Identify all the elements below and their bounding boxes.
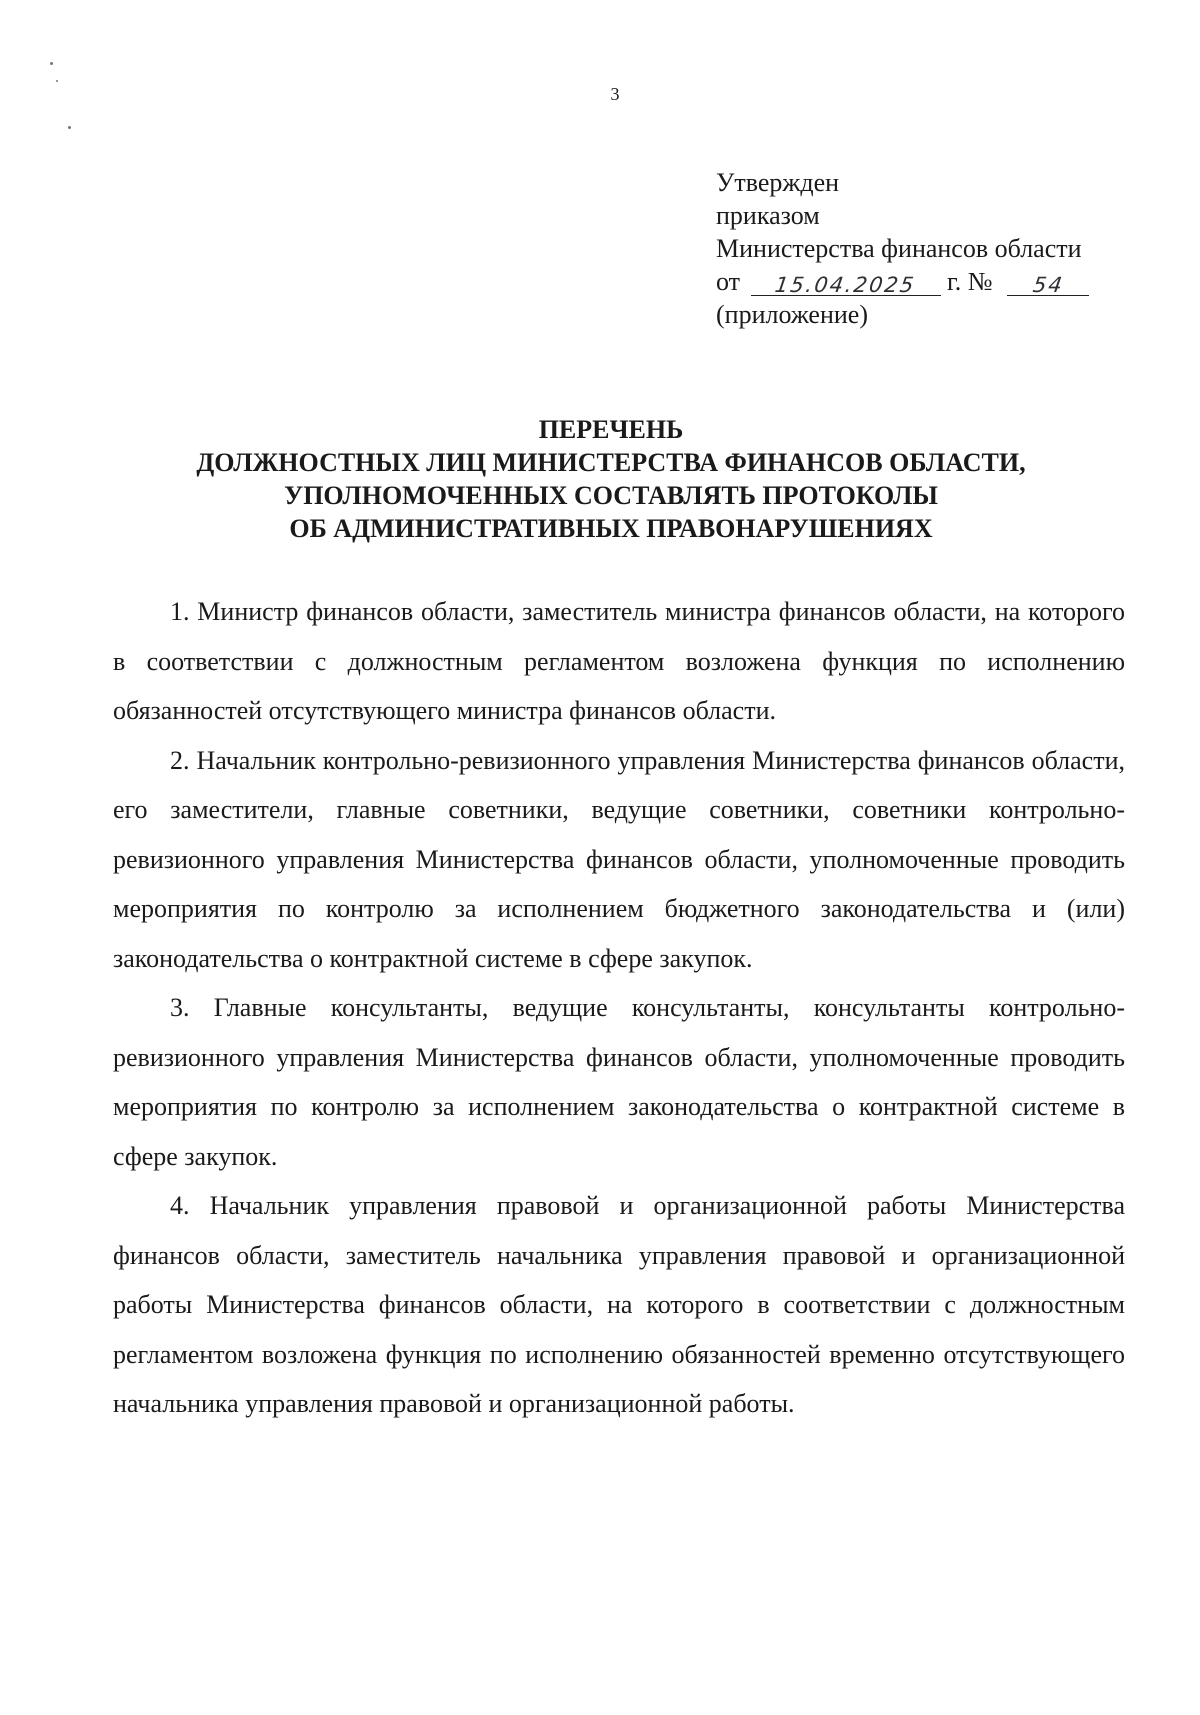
approval-date-line bbox=[716, 265, 1089, 298]
scan-speck bbox=[56, 80, 58, 82]
handwritten-date: 15.04.2025 bbox=[773, 273, 918, 297]
approval-line-ministry: Министерства финансов области bbox=[716, 234, 1082, 263]
approval-stamp-block bbox=[716, 166, 1089, 331]
list-item-4: 4. Начальник управления правовой и организационной работы Министерства финансов области, заместитель начальника управления правовой и организационной работы Министерства финансов области, на которого в соответствии с должностным регламентом возложена функция по исполнению обязанностей временно отсутствующего начальника управления правовой и организационной работы. bbox=[113, 1191, 1125, 1418]
handwritten-order-number: 54 bbox=[1031, 273, 1066, 297]
handwritten-number-field bbox=[1007, 265, 1089, 296]
approval-line-approved: Утвержден bbox=[716, 168, 840, 197]
list-item-1: 1. Министр финансов области, заместитель министра финансов области, на которого в соответствии с должностным регламентом возложена функция по исполнению обязанностей отсутствующего министра финансов области. bbox=[113, 597, 1125, 725]
title-line-2: ДОЛЖНОСТНЫХ ЛИЦ МИНИСТЕРСТВА ФИНАНСОВ ОБЛАСТИ, bbox=[196, 448, 1026, 477]
handwritten-date-field bbox=[751, 265, 941, 296]
scan-speck bbox=[68, 126, 71, 129]
title-line-3: УПОЛНОМОЧЕННЫХ СОСТАВЛЯТЬ ПРОТОКОЛЫ bbox=[284, 481, 938, 510]
approval-line-order: приказом bbox=[716, 201, 820, 230]
list-item-3: 3. Главные консультанты, ведущие консультанты, консультанты контрольно-ревизионного управления Министерства финансов области, уполномоченные проводить мероприятия по контролю за исполнением законодательства о контрактной системе в сфере закупок. bbox=[113, 993, 1125, 1171]
approval-note: (приложение) bbox=[716, 300, 869, 329]
date-prefix: от bbox=[716, 267, 741, 296]
list-item-2: 2. Начальник контрольно-ревизионного управления Министерства финансов области, его заместители, главные советники, ведущие советники, советники контрольно-ревизионного управления Министерства финансов области, уполномоченные проводить мероприятия по контролю за исполнением бюджетного законодательства и (или) законодательства о контрактной системе в сфере закупок. bbox=[113, 745, 1125, 973]
year-number-label: г. № bbox=[947, 267, 993, 296]
document-title bbox=[0, 413, 1200, 545]
title-line-1: ПЕРЕЧЕНЬ bbox=[538, 415, 684, 444]
scan-speck bbox=[50, 62, 53, 65]
title-line-4: ОБ АДМИНИСТРАТИВНЫХ ПРАВОНАРУШЕНИЯХ bbox=[289, 514, 933, 543]
page-number: 3 bbox=[610, 84, 620, 104]
document-body bbox=[113, 587, 1125, 1429]
